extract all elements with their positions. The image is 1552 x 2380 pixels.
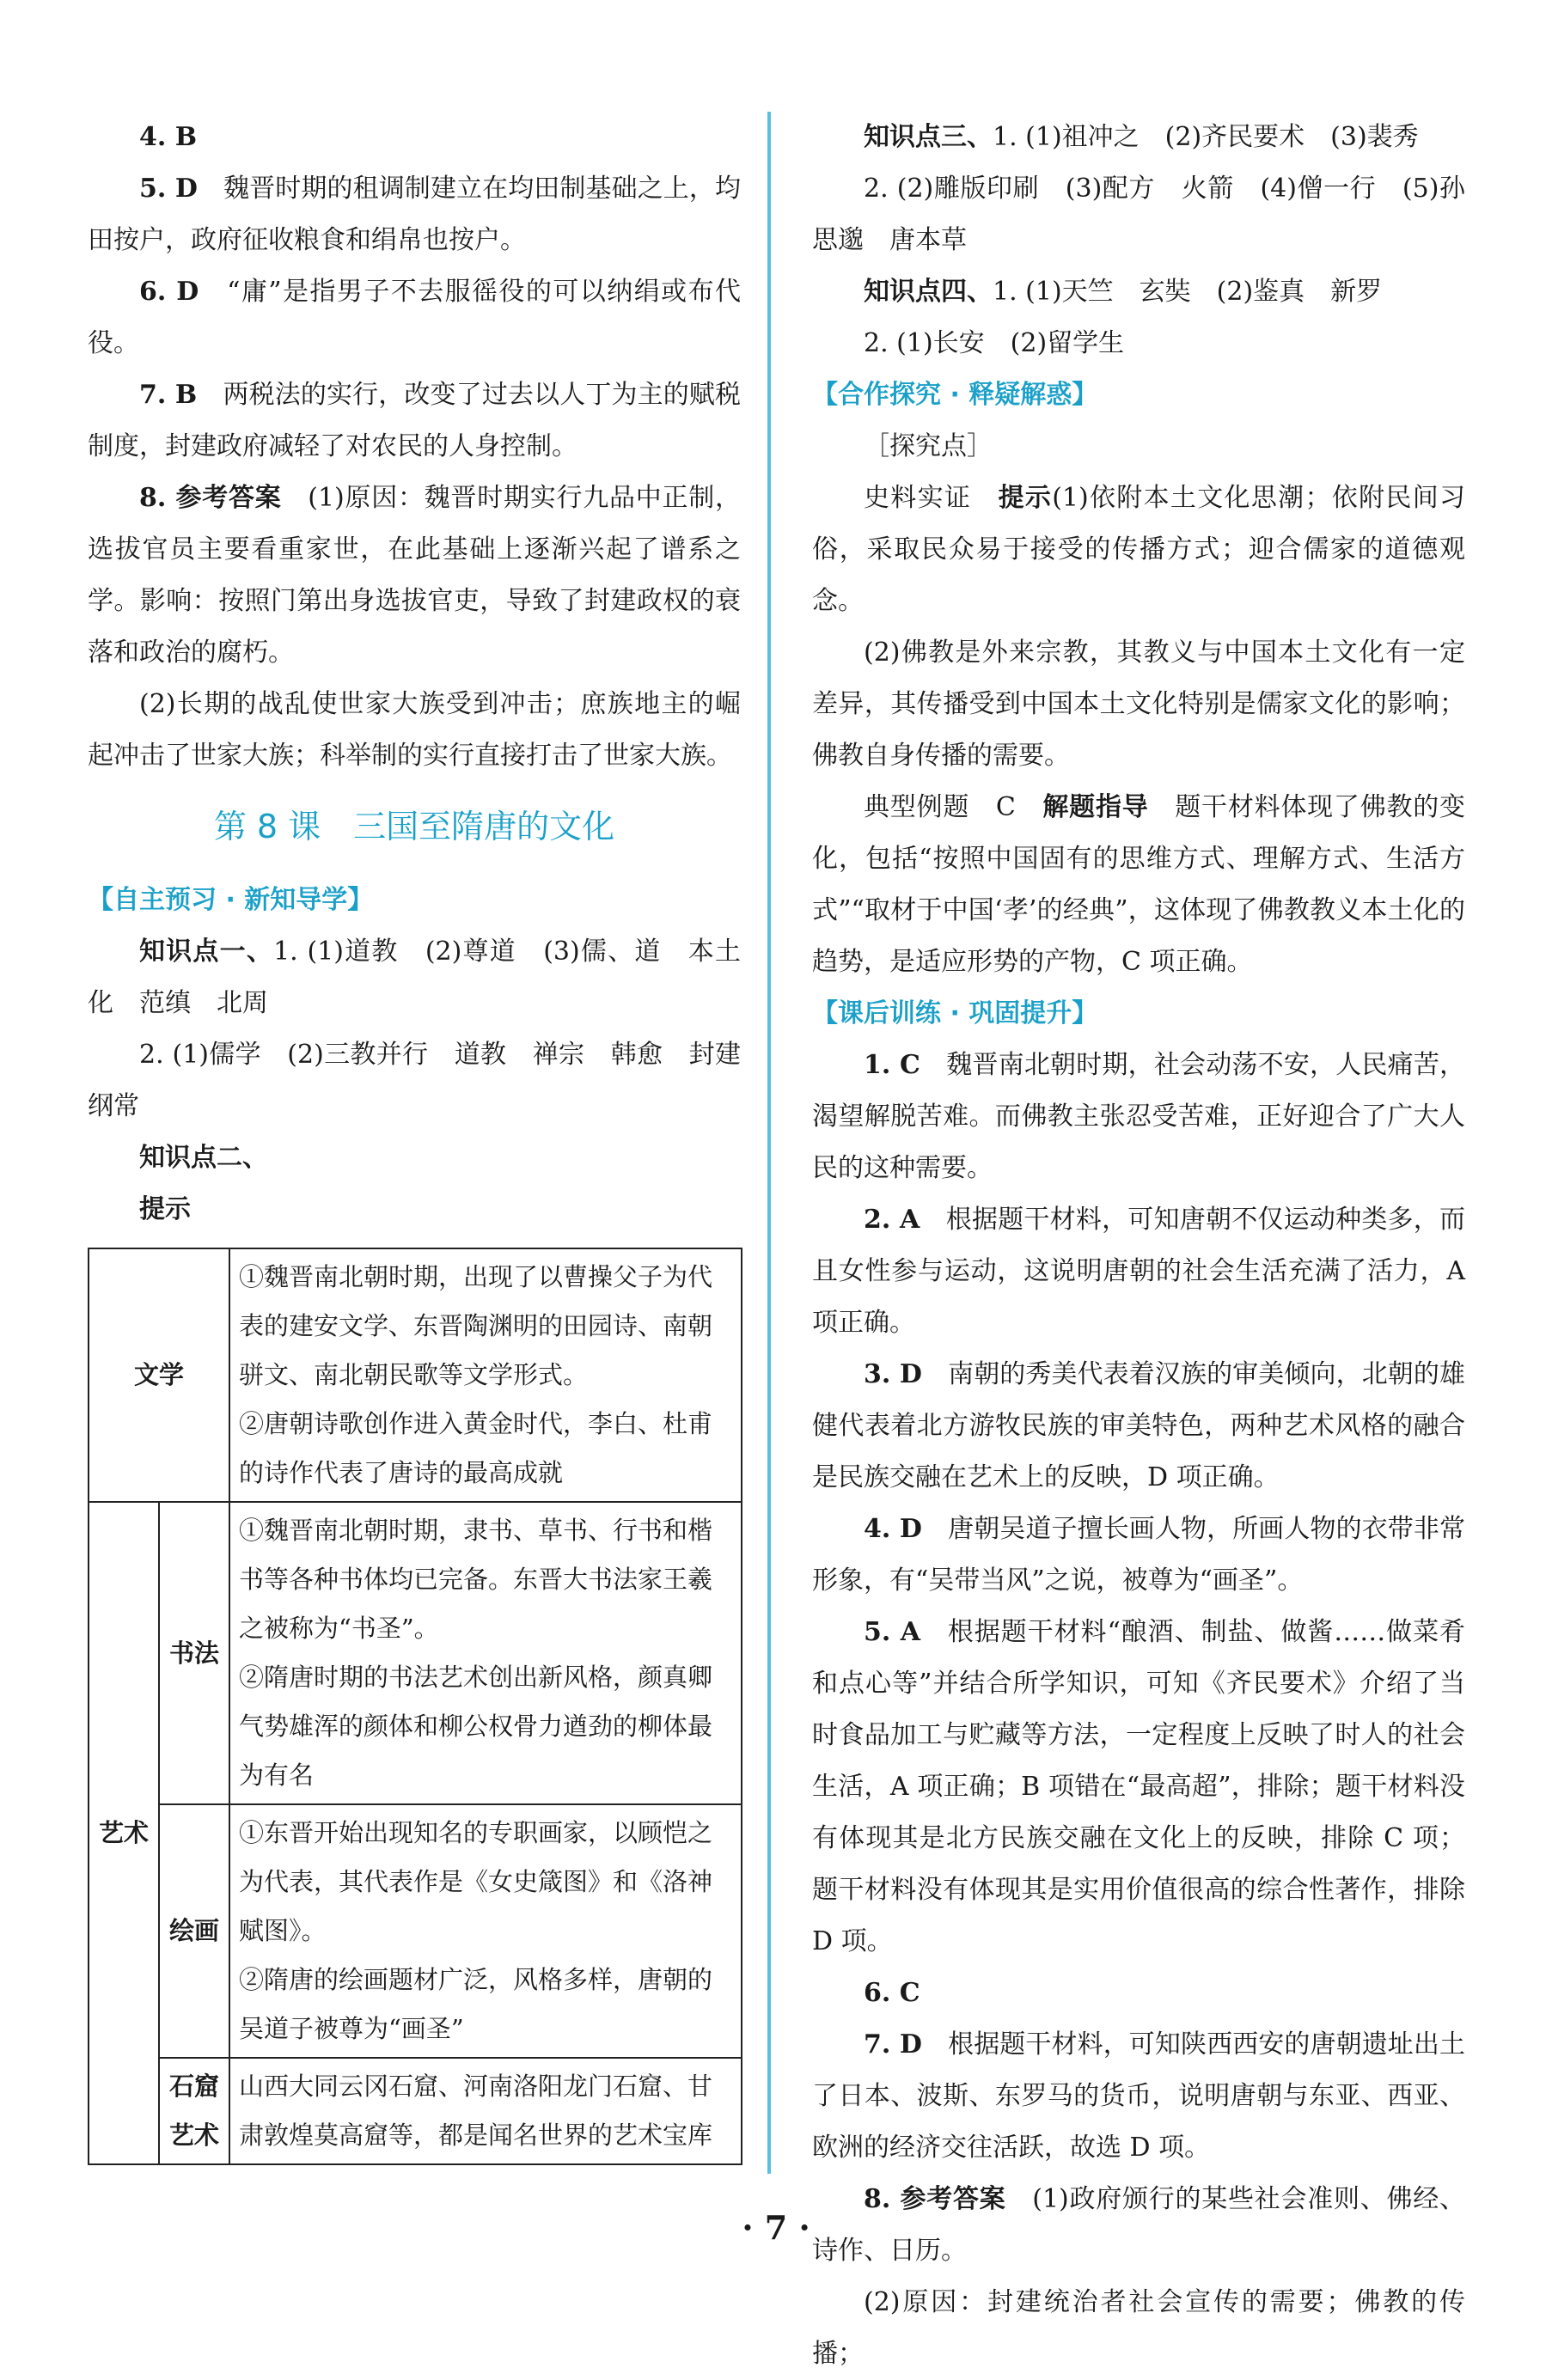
cell-grottoes-label: 石窟艺术 <box>159 2058 229 2164</box>
cell-art-label: 艺术 <box>89 1502 159 2164</box>
pa4-num: 4. D <box>864 1514 922 1544</box>
table-row-painting <box>89 1804 742 2058</box>
pa3-num: 3. D <box>864 1359 922 1389</box>
answer-7-text: 两税法的实行，改变了过去以人丁为主的赋税制度，封建政府减轻了对农民的人身控制。 <box>88 380 741 461</box>
section-preview-heading: 【自主预习 · 新知导学】 <box>88 885 374 915</box>
knowledge-point-4 <box>812 266 1465 318</box>
cell-literature-content <box>229 1248 742 1502</box>
answer-4: 4. B <box>139 122 198 152</box>
answer-8-num: 8. 参考答案 <box>139 483 282 513</box>
answer-7 <box>88 369 741 473</box>
kp4-text: 1. (1)天竺 玄奘 (2)鉴真 新罗 <box>993 277 1383 307</box>
literature-item-1: ①魏晋南北朝时期，出现了以曹操父子为代表的建安文学、东晋陶渊明的田园诗、南朝骈文、南北朝民歌等文学形式。 <box>239 1262 713 1389</box>
source-evidence-text: (1)依附本土文化思潮；依附民间习俗，采取民众易于接受的传播方式；迎合儒家的道德观念。 <box>812 483 1466 616</box>
section-practice-heading: 【课后训练 · 巩固提升】 <box>812 998 1098 1028</box>
answer-5-num: 5. D <box>139 174 198 204</box>
answer-5 <box>88 163 741 266</box>
pa5-text: 根据题干材料“酿酒、制盐、做酱……做菜肴和点心等”并结合所学知识，可知《齐民要术》介绍了当时食品加工与贮藏等方法，一定程度上反映了时人的社会生活，A 项正确；B 项错在“最高超”，排除；题干材料没有体现其是北方民族交融在文化上的反映，排除 C 项；题干材料没有体现其是实用价值很高的综合性著作，排除 D 项。 <box>812 1617 1466 1956</box>
cell-painting-label: 绘画 <box>159 1804 229 2058</box>
answer-8-text: (1)原因：魏晋时期实行九品中正制，选拔官员主要看重家世，在此基础上逐渐兴起了谱系之学。影响：按照门第出身选拔官吏，导致了封建政权的衰落和政治的腐朽。 <box>88 483 741 668</box>
kp3-label: 知识点三、 <box>864 122 993 152</box>
pa1-num: 1. C <box>864 1050 920 1080</box>
hint-label: 提示 <box>139 1194 191 1224</box>
knowledge-point-4-part2: 2. (1)长安 (2)留学生 <box>864 328 1125 358</box>
painting-item-1: ①东晋开始出现知名的专职画家，以顾恺之为代表，其代表作是《女史箴图》和《洛神赋图》。 <box>239 1818 713 1945</box>
literature-item-2: ②唐朝诗歌创作进入黄金时代，李白、杜甫的诗作代表了唐诗的最高成就 <box>239 1409 713 1487</box>
source-evidence-part2: (2)佛教是外来宗教，其教义与中国本土文化有一定差异，其传播受到中国本土文化特别是儒家文化的影响；佛教自身传播的需要。 <box>812 638 1465 771</box>
kp1-label: 知识点一、 <box>139 937 274 967</box>
practice-answer-3 <box>812 1349 1465 1504</box>
knowledge-point-1 <box>88 926 741 1029</box>
typical-example-guide: 解题指导 <box>1042 792 1149 822</box>
calligraphy-item-1: ①魏晋南北朝时期，隶书、草书、行书和楷书等各种书体均已完备。东晋大书法家王羲之被称为“书圣”。 <box>239 1516 713 1643</box>
kp4-label: 知识点四、 <box>864 277 993 307</box>
cell-calligraphy-content <box>229 1502 742 1804</box>
pa3-text: 南朝的秀美代表着汉族的审美倾向，北朝的雄健代表着北方游牧民族的审美特色，两种艺术风格的融合是民族交融在艺术上的反映，D 项正确。 <box>812 1359 1466 1492</box>
practice-answer-6: 6. C <box>864 1978 920 2008</box>
source-evidence-label: 史料实证 <box>864 483 972 513</box>
answer-6-num: 6. D <box>139 277 199 307</box>
pa1-text: 魏晋南北朝时期，社会动荡不安，人民痛苦，渴望解脱苦难。而佛教主张忍受苦难，正好迎合了广大人民的这种需要。 <box>812 1050 1466 1183</box>
left-column <box>88 112 741 2165</box>
page-number: · 7 · <box>742 2208 810 2247</box>
table-row-calligraphy <box>89 1502 742 1804</box>
practice-answer-5 <box>812 1607 1465 1968</box>
practice-answer-4 <box>812 1504 1465 1607</box>
knowledge-point-1-part2: 2. (1)儒学 (2)三教并行 道教 禅宗 韩愈 封建纲常 <box>88 1040 741 1121</box>
pa2-text: 根据题干材料，可知唐朝不仅运动种类多，而且女性参与运动，这说明唐朝的社会生活充满了活力，A 项正确。 <box>812 1205 1465 1338</box>
table-row-literature <box>89 1248 742 1502</box>
cell-grottoes-content: 山西大同云冈石窟、河南洛阳龙门石窟、甘肃敦煌莫高窟等，都是闻名世界的艺术宝库 <box>229 2058 742 2164</box>
knowledge-point-2-label: 知识点二、 <box>139 1143 268 1173</box>
answer-6 <box>88 266 741 369</box>
cell-painting-content <box>229 1804 742 2058</box>
right-column <box>812 112 1465 2380</box>
knowledge-point-3 <box>812 112 1465 163</box>
source-evidence <box>812 473 1465 627</box>
pa5-num: 5. A <box>864 1617 920 1647</box>
practice-answer-2 <box>812 1194 1465 1349</box>
column-divider <box>767 112 771 2174</box>
answer-5-text: 魏晋时期的租调制建立在均田制基础之上，均田按户，政府征收粮食和绢帛也按户。 <box>88 174 742 255</box>
pa2-num: 2. A <box>864 1205 920 1235</box>
culture-table <box>88 1248 742 2165</box>
section-explore-heading: 【合作探究 · 释疑解惑】 <box>812 380 1098 410</box>
typical-example <box>812 782 1465 988</box>
pa7-num: 7. D <box>864 2029 922 2060</box>
answer-8-part2: (2)长期的战乱使世家大族受到冲击；庶族地主的崛起冲击了世家大族；科举制的实行直接打击了世家大族。 <box>88 689 741 771</box>
practice-answer-1 <box>812 1040 1465 1194</box>
answer-6-text: “庸”是指男子不去服徭役的可以纳绢或布代役。 <box>88 277 741 358</box>
knowledge-point-3-part2: 2. (2)雕版印刷 (3)配方 火箭 (4)僧一行 (5)孙思邈 唐本草 <box>812 174 1465 255</box>
table-row-grottoes <box>89 2058 742 2164</box>
practice-answer-7 <box>812 2019 1465 2174</box>
cell-calligraphy-label: 书法 <box>159 1502 229 1804</box>
answer-7-num: 7. B <box>139 380 198 410</box>
calligraphy-item-2: ②隋唐时期的书法艺术创出新风格，颜真卿气势雄浑的颜体和柳公权骨力遒劲的柳体最为有名 <box>239 1663 713 1790</box>
kp3-text: 1. (1)祖冲之 (2)齐民要术 (3)裴秀 <box>993 122 1419 152</box>
answer-8 <box>88 473 741 679</box>
typical-example-label: 典型例题 C <box>864 792 1016 822</box>
pa8-text: (1)政府颁行的某些社会准则、佛经、诗作、日历。 <box>812 2184 1465 2266</box>
pa7-text: 根据题干材料，可知陕西西安的唐朝遗址出土了日本、波斯、东罗马的货币，说明唐朝与东亚、西亚、欧洲的经济交往活跃，故选 D 项。 <box>812 2029 1466 2163</box>
pa4-text: 唐朝吴道子擅长画人物，所画人物的衣带非常形象，有“吴带当风”之说，被尊为“画圣”。 <box>812 1514 1466 1596</box>
practice-answer-8-part2: (2)原因：封建统治者社会宣传的需要；佛教的传播； <box>812 2287 1465 2369</box>
pa8-num: 8. 参考答案 <box>864 2184 1006 2214</box>
source-evidence-hint: 提示 <box>998 483 1053 513</box>
typical-example-text: 题干材料体现了佛教的变化，包括“按照中国固有的思维方式、理解方式、生活方式”“取材于中国‘孝’的经典”，这体现了佛教教义本土化的趋势，是适应形势的产物，C 项正确。 <box>812 792 1466 977</box>
kp1-text: 1. (1)道教 (2)尊道 (3)儒、道 本土化 范缜 北周 <box>88 937 741 1018</box>
cell-literature-label: 文学 <box>89 1248 229 1502</box>
lesson-title: 第 8 课 三国至隋唐的文化 <box>213 808 615 845</box>
painting-item-2: ②隋唐的绘画题材广泛，风格多样，唐朝的吴道子被尊为“画圣” <box>239 1965 713 2043</box>
explore-point-label: ［探究点］ <box>864 431 993 461</box>
